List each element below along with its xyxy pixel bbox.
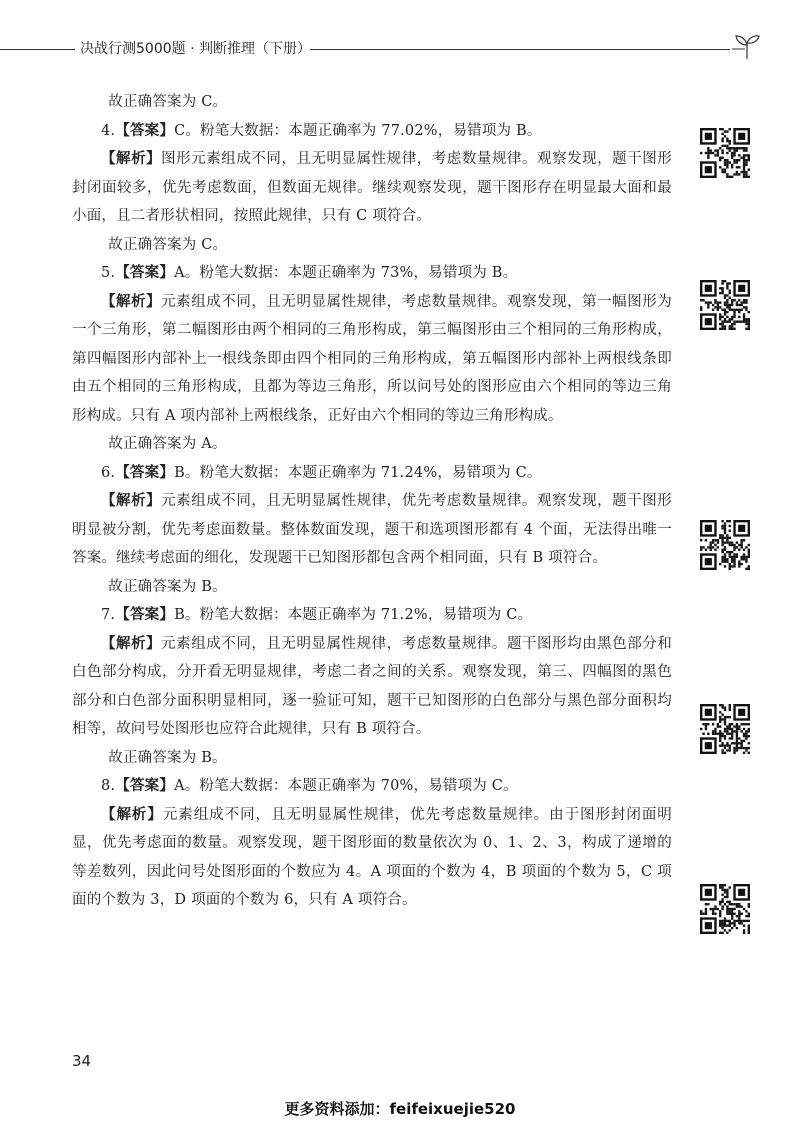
conclusion-line xyxy=(72,744,672,773)
question-number: 5. xyxy=(101,265,116,281)
paragraph-text: 元素组成不同，且无明显属性规律，优先考虑数量规律。观察发现，题干图形明显被分割，优先考虑面数量。整体数面发现，题干和选项图形都有 4 个面，无法得出唯一答案。继续考虑面的细化，发现题干已知图形都包含两个相同面，只有 B 项符合。 xyxy=(72,493,672,566)
qr-code-icon[interactable] xyxy=(700,884,750,934)
paragraph-text: 故正确答案为 B。 xyxy=(108,749,227,766)
analysis-tag: 【解析】 xyxy=(101,293,162,310)
answer-line xyxy=(72,117,672,146)
header-rule-right xyxy=(310,49,730,50)
paragraph-text: 故正确答案为 C。 xyxy=(108,236,228,253)
conclusion-line xyxy=(72,88,672,117)
answer-tag: 【答案】 xyxy=(115,778,175,794)
header-rule-left xyxy=(0,49,75,50)
paragraph-text: B。粉笔大数据：本题正确率为 71.2%，易错项为 C。 xyxy=(174,607,533,623)
paragraph-text: 故正确答案为 A。 xyxy=(108,436,227,452)
paragraph-text: C。粉笔大数据：本题正确率为 77.02%，易错项为 B。 xyxy=(174,122,542,139)
analysis-tag: 【解析】 xyxy=(101,806,163,823)
paragraph-text: 故正确答案为 C。 xyxy=(108,94,228,110)
analysis-paragraph xyxy=(72,801,672,915)
analysis-paragraph xyxy=(72,145,672,231)
answer-tag: 【答案】 xyxy=(115,607,175,623)
paragraph-text: 故正确答案为 B。 xyxy=(108,578,227,595)
question-number: 7. xyxy=(101,607,116,623)
header-title: 决战行测5000题 · 判断推理（下册） xyxy=(80,41,311,57)
answer-line xyxy=(72,259,672,288)
analysis-tag: 【解析】 xyxy=(101,151,162,167)
question-number: 8. xyxy=(101,778,116,794)
answer-tag: 【答案】 xyxy=(115,265,175,281)
qr-code-icon[interactable] xyxy=(700,280,750,330)
answer-line xyxy=(72,601,672,630)
analysis-paragraph xyxy=(72,487,672,573)
page-number: 34 xyxy=(72,1052,92,1070)
analysis-tag: 【解析】 xyxy=(101,493,162,509)
answer-tag: 【答案】 xyxy=(115,464,175,481)
sprout-icon xyxy=(732,32,762,60)
qr-code-icon[interactable] xyxy=(700,520,750,570)
paragraph-text: 元素组成不同，且无明显属性规律，考虑数量规律。题干图形均由黑色部分和白色部分构成，分开看无明显规律，考虑二者之间的关系。观察发现，第三、四幅图的黑色部分和白色部分面积明显相同，逐一验证可知，题干已知图形的白色部分与黑色部分面积均相等，故问号处图形也应符合此规律，只有 B 项符合。 xyxy=(72,635,672,737)
paragraph-text: 图形元素组成不同，且无明显属性规律，考虑数量规律。观察发现，题干图形封闭面较多，优先考虑数面，但数面无规律。继续观察发现，题干图形存在明显最大面和最小面，且二者形状相同，按照此规律，只有 C 项符合。 xyxy=(72,151,672,224)
analysis-paragraph xyxy=(72,630,672,744)
paragraph-text: 元素组成不同，且无明显属性规律，考虑数量规律。观察发现，第一幅图形为一个三角形，第二幅图形由两个相同的三角形构成，第三幅图形由三个相同的三角形构成，第四幅图形内部补上一根线条即由四个相同的三角形构成，第五幅图形内部补上两根线条即由五个相同的三角形构成，且都为等边三角形，所以问号处的图形应由六个相同的等边三角形构成。只有 A 项内部补上两根线条，正好由六个相同的等边三角形构成。 xyxy=(72,293,672,424)
analysis-paragraph xyxy=(72,288,672,431)
qr-code-icon[interactable] xyxy=(700,704,750,754)
paragraph-text: B。粉笔大数据：本题正确率为 71.24%，易错项为 C。 xyxy=(174,464,542,481)
conclusion-line xyxy=(72,573,672,602)
answer-tag: 【答案】 xyxy=(115,122,175,139)
analysis-tag: 【解析】 xyxy=(101,635,162,652)
conclusion-line xyxy=(72,430,672,459)
qr-code-icon[interactable] xyxy=(700,128,750,178)
answer-line xyxy=(72,772,672,801)
question-number: 6. xyxy=(101,464,116,481)
conclusion-line xyxy=(72,231,672,260)
paragraph-text: A。粉笔大数据：本题正确率为 70%，易错项为 C。 xyxy=(174,778,518,794)
page-header xyxy=(0,38,800,62)
answer-explanations xyxy=(72,88,672,915)
paragraph-text: 元素组成不同，且无明显属性规律，优先考虑数量规律。由于图形封闭面明显，优先考虑面的数量。观察发现，题干图形面的数量依次为 0、1、2、3，构成了递增的等差数列，因此问号处图形面的个数应为 4。A 项面的个数为 4，B 项面的个数为 5，C 项面的个数为 3，D 项面的个数为 6，只有 A 项符合。 xyxy=(72,806,672,908)
footer-note: 更多资料添加：feifeixuejie520 xyxy=(284,1100,516,1118)
answer-line xyxy=(72,459,672,488)
paragraph-text: A。粉笔大数据：本题正确率为 73%，易错项为 B。 xyxy=(174,265,518,281)
question-number: 4. xyxy=(101,122,116,139)
